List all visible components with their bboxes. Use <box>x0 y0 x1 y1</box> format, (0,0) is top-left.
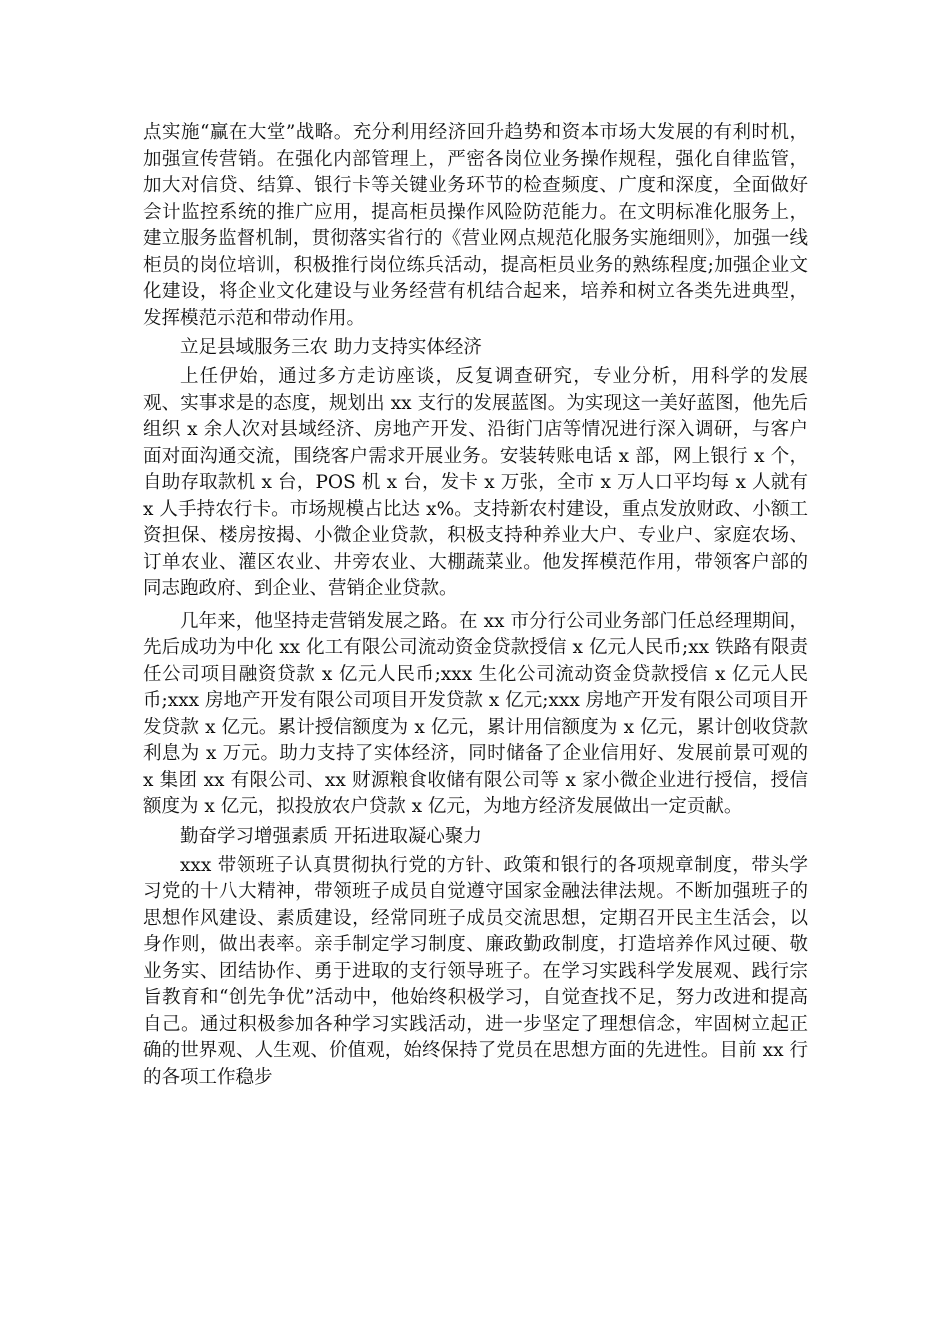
section-heading-1: 立足县域服务三农 助力支持实体经济 <box>180 337 482 358</box>
paragraph-3: xxx 带领班子认真贯彻执行党的方针、政策和银行的各项规章制度，带头学习党的十八大精神，带领班子成员自觉遵守国家金融法律法规。不断加强班子的思想作风建设、素质建设，经常同班子成员交流思想，定期召开民主生活会，以身作则，做出表率。亲手制定学习制度、廉政勤政制度，打造培养作风过硬、敬业务实、团结协作、勇于进取的支行领导班子。在学习实践科学发展观、践行宗旨教育和“创先争优”活动中，他始终积极学习，自觉查找不足，努力改进和提高自己。通过积极参加各种学习实践活动，进一步坚定了理想信念，牢固树立起正确的世界观、人生观、价值观，始终保持了党员在思想方面的先进性。目前 xx 行的各项工作稳步 <box>143 854 808 1088</box>
paragraph-1: 上任伊始，通过多方走访座谈，反复调查研究，专业分析，用科学的发展观、实事求是的态度，规划出 xx 支行的发展蓝图。为实现这一美好蓝图，他先后组织 x 余人次对县域经济、房地产开发、沿街门店等情况进行深入调研，与客户面对面沟通交流，围绕客户需求开展业务。安装转账电话 x 部，网上银行 x 个，自助存取款机 x 台，POS 机 x 台，发卡 x 万张，全市 x 万人口平均每 x 人就有 x 人手持农行卡。市场规模占比达 x%。支持新农村建设，重点发放财政、小额工资担保、楼房按揭、小微企业贷款，积极支持种养业大户、专业户、家庭农场、订单农业、灌区农业、井旁农业、大棚蔬菜业。他发挥模范作用，带领客户部的同志跑政府、到企业、营销企业贷款。 <box>143 366 808 599</box>
paragraph-continued: 点实施“赢在大堂”战略。充分利用经济回升趋势和资本市场大发展的有利时机，加强宣传营销。在强化内部管理上，严密各岗位业务操作规程，强化自律监管，加大对信贷、结算、银行卡等关键业务环节的检查频度、广度和深度，全面做好会计监控系统的推广应用，提高柜员操作风险防范能力。在文明标准化服务上，建立服务监督机制，贯彻落实省行的《营业网点规范化服务实施细则》，加强一线柜员的岗位培训，积极推行岗位练兵活动，提高柜员业务的熟练程度;加强企业文化建设，将企业文化建设与业务经营有机结合起来，培养和树立各类先进典型，发挥模范示范和带动作用。 <box>143 122 808 329</box>
section-heading-2: 勤奋学习增强素质 开拓进取凝心聚力 <box>180 825 482 847</box>
paragraph-2: 几年来，他坚持走营销发展之路。在 xx 市分行公司业务部门任总经理期间，先后成功为中化 xx 化工有限公司流动资金贷款授信 x 亿元人民币;xx 铁路有限责任公司项目融资贷款 x 亿元人民币;xxx 生化公司流动资金贷款授信 x 亿元人民币;xxx 房地产开发有限公司项目开发贷款 x 亿元;xxx 房地产开发有限公司项目开发贷款 x 亿元。累计授信额度为 x 亿元，累计用信额度为 x 亿元，累计创收贷款利息为 x 万元。助力支持了实体经济，同时储备了企业信用好、发展前景可观的 x 集团 xx 有限公司、xx 财源粮食收储有限公司等 x 家小微企业进行授信，授信额度为 x 亿元，拟投放农户贷款 x 亿元，为地方经济发展做出一定贡献。 <box>143 610 808 817</box>
document-page <box>143 120 808 1091</box>
